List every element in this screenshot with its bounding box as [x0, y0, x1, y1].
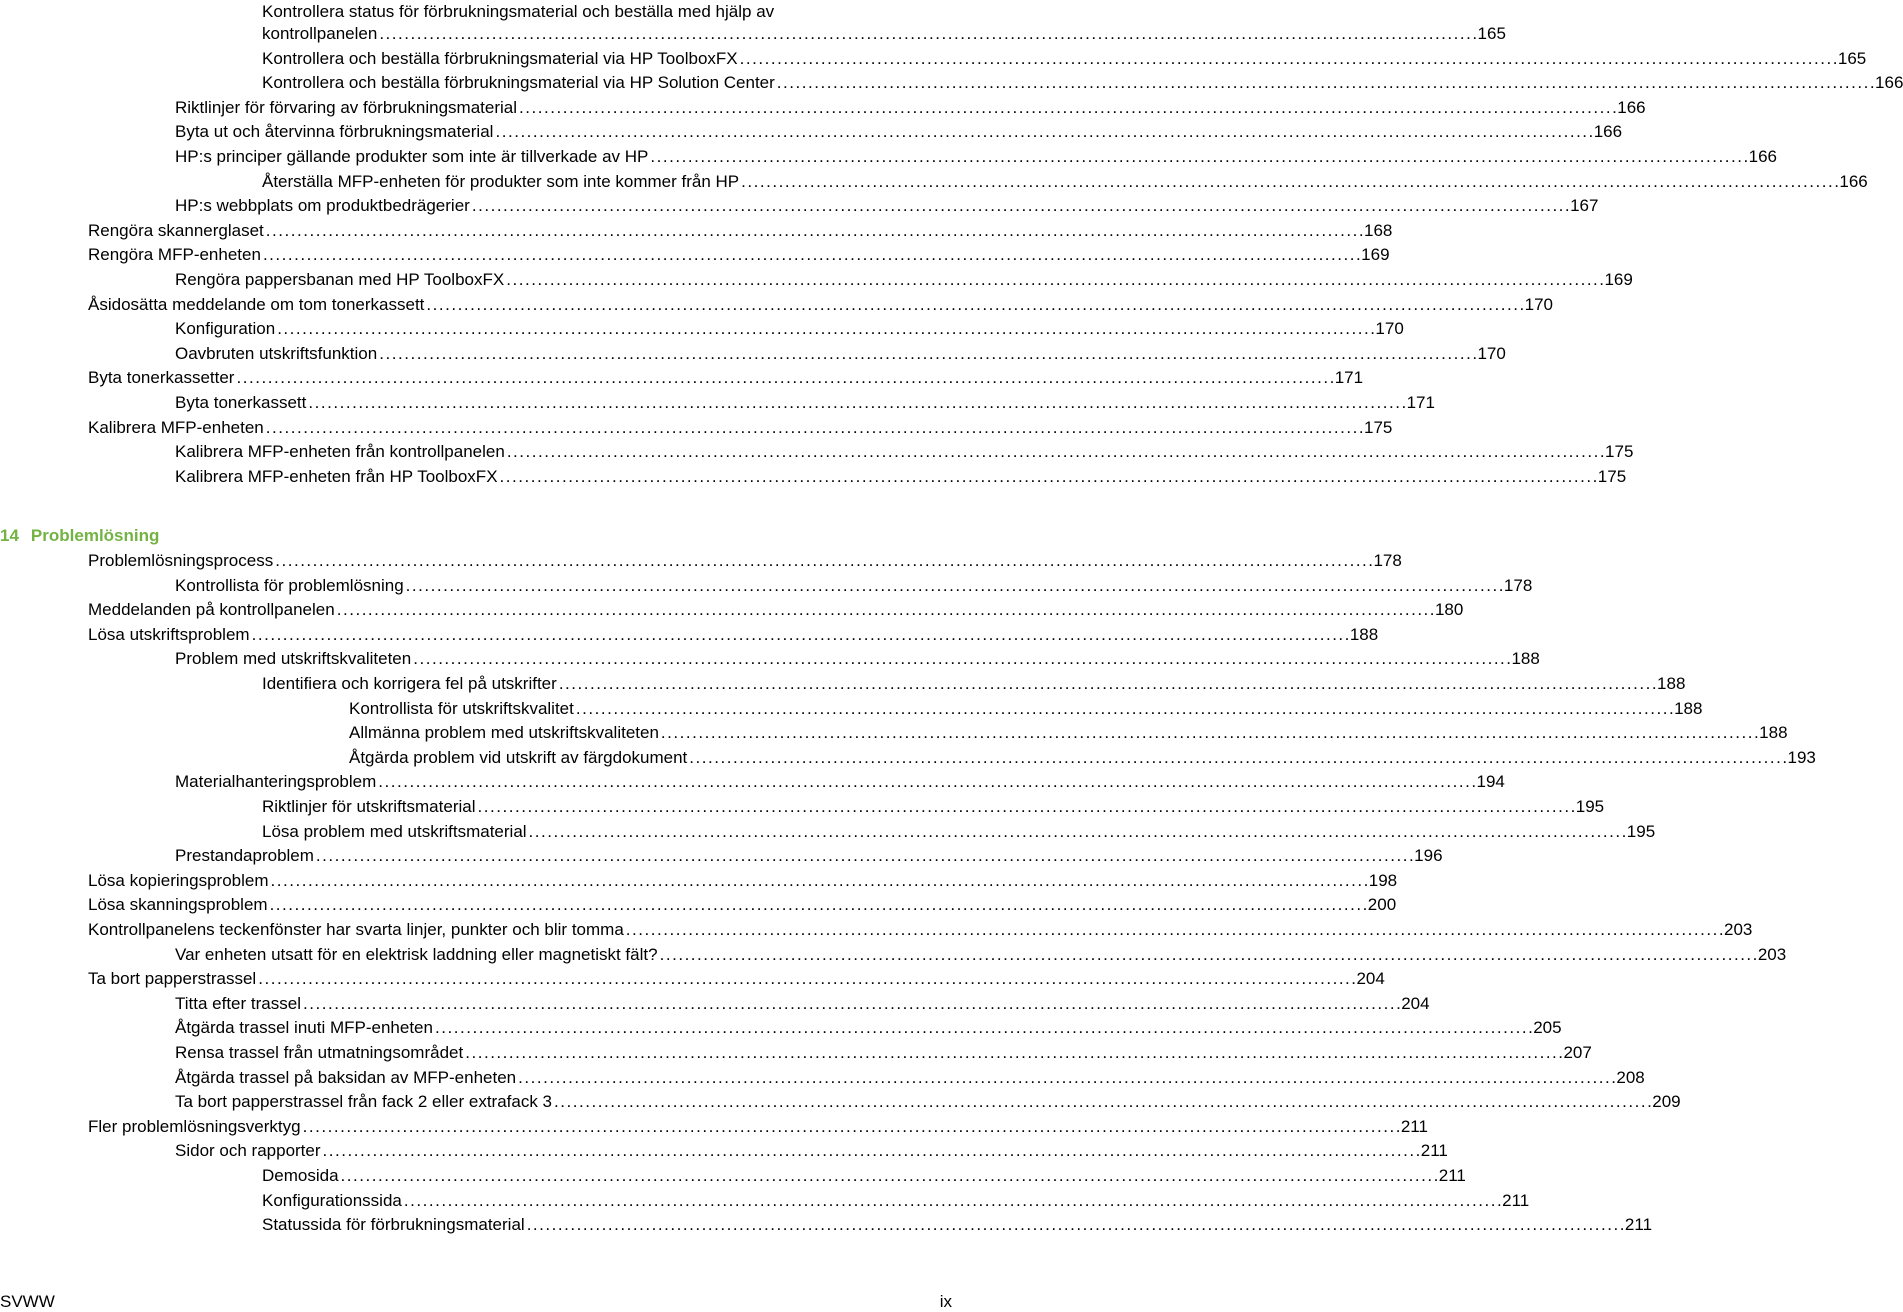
toc-entry[interactable] [88, 366, 1364, 390]
toc-entry[interactable] [175, 943, 1787, 967]
dot-leader [472, 194, 1568, 218]
toc-entry-title: Rengöra pappersbanan med HP ToolboxFX [175, 270, 505, 289]
toc-entry-title: Sidor och rapporter [175, 1141, 321, 1161]
footer-page-number: ix [939, 1292, 952, 1311]
toc-entry-page: 194 [1476, 772, 1505, 792]
toc-entry-title: Var enheten utsatt för en elektrisk laddning eller magnetiskt fält? [175, 944, 658, 964]
toc-entry-title: Åtgärda trassel inuti MFP-enheten [175, 1018, 433, 1038]
toc-entry-title: Åtgärda trassel på baksidan av MFP-enheten [175, 1067, 517, 1087]
dot-leader [527, 1213, 1623, 1237]
toc-entry[interactable] [88, 967, 1385, 991]
toc-entry[interactable] [88, 219, 1393, 243]
toc-entry-page: 170 [1477, 343, 1506, 363]
toc-entry-page: 188 [1511, 649, 1540, 669]
toc-entry[interactable] [88, 893, 1397, 917]
toc-entry-page: 193 [1787, 747, 1816, 767]
toc-entry-page: 171 [1406, 393, 1435, 412]
toc-entry[interactable] [175, 342, 1506, 366]
toc-entry-title: Ta bort papperstrassel [88, 969, 257, 989]
dot-leader [559, 672, 1655, 696]
toc-entry[interactable] [175, 1041, 1592, 1065]
dot-leader [661, 721, 1757, 745]
toc-entry-title: Byta tonerkassetter [88, 368, 235, 388]
toc-entry[interactable] [88, 1115, 1428, 1139]
toc-entry[interactable] [175, 770, 1505, 794]
toc-entry[interactable] [175, 465, 1627, 489]
dot-leader [518, 1066, 1614, 1090]
toc-entry-title: Identifiera och korrigera fel på utskrifter [262, 674, 557, 693]
toc-entry-title: Ta bort papperstrassel från fack 2 eller extrafack 3 [175, 1092, 553, 1112]
toc-entry-title: Kalibrera MFP-enheten från kontrollpanelen [175, 442, 505, 462]
toc-entry[interactable] [175, 268, 1633, 292]
toc-entry[interactable] [262, 170, 1868, 194]
toc-entry-page: 170 [1524, 294, 1554, 314]
toc-entry-page: 200 [1367, 895, 1397, 915]
toc-entry-page: 188 [1674, 698, 1703, 718]
toc-entry[interactable] [175, 194, 1599, 218]
dot-leader [740, 47, 1836, 71]
toc-entry[interactable] [175, 440, 1634, 464]
toc-entry-title: Byta ut och återvinna förbrukningsmaterial [175, 122, 494, 142]
dot-leader [266, 416, 1362, 440]
toc-entry-title: Kalibrera MFP-enheten från HP ToolboxFX [175, 466, 498, 486]
toc-entry[interactable] [175, 317, 1404, 341]
toc-entry-page: 171 [1334, 368, 1364, 388]
toc-entry-page: 180 [1434, 600, 1464, 620]
toc-entry[interactable] [88, 598, 1464, 622]
toc-entry-title: Riktlinjer för utskriftsmaterial [262, 797, 476, 816]
toc-entry-page: 204 [1356, 969, 1385, 989]
toc-entry[interactable] [262, 1164, 1466, 1188]
toc-entry-title: kontrollpanelen [262, 24, 378, 43]
toc-entry[interactable] [175, 145, 1777, 169]
dot-leader [341, 1164, 1437, 1188]
dot-leader [378, 770, 1474, 794]
toc-entry[interactable] [88, 549, 1402, 573]
toc-entry-page: 211 [1400, 1116, 1428, 1136]
toc-entry-page: 204 [1401, 993, 1430, 1013]
toc-entry-page: 169 [1604, 270, 1633, 289]
dot-leader [303, 1115, 1399, 1139]
toc-entry[interactable] [262, 22, 1506, 46]
toc-entry-title: Demosida [262, 1166, 339, 1185]
toc-entry-page: 203 [1724, 920, 1753, 939]
dot-leader [529, 820, 1625, 844]
toc-entry-title: Åsidosätta meddelande om tom tonerkassett [88, 294, 425, 314]
toc-entry-page: 175 [1597, 466, 1627, 486]
toc-entry-title: Fler problemlösningsverktyg [88, 1116, 301, 1136]
toc-entry-page: 203 [1757, 944, 1787, 964]
toc-entry-title: HP:s principer gällande produkter som inte är tillverkade av HP [175, 147, 649, 166]
dot-leader [263, 243, 1359, 267]
toc-entry-page: 188 [1349, 624, 1379, 644]
dot-leader [270, 893, 1366, 917]
toc-entry-title: Statussida för förbrukningsmaterial [262, 1215, 525, 1235]
dot-leader [576, 697, 1672, 721]
dot-leader [413, 647, 1509, 671]
toc-entry-page: 175 [1605, 442, 1634, 462]
toc-entry-title: Oavbruten utskriftsfunktion [175, 343, 378, 363]
toc-entry[interactable] [88, 623, 1379, 647]
dot-leader [252, 623, 1348, 647]
toc-entry-page: 168 [1364, 220, 1393, 240]
toc-entry-page: 211 [1438, 1166, 1466, 1185]
dot-leader [554, 1090, 1650, 1114]
toc-entry-title: Riktlinjer för förvaring av förbrukningsmaterial [175, 97, 518, 117]
toc-entry-title: Konfigurationssida [262, 1190, 402, 1210]
toc-entry-page: 166 [1617, 97, 1646, 117]
toc-entry-title: Rensa trassel från utmatningsområdet [175, 1043, 464, 1062]
toc-entry-page: 196 [1414, 846, 1443, 866]
toc-entry[interactable] [88, 293, 1554, 317]
toc-entry-title: Åtgärda problem vid utskrift av färgdokument [349, 747, 688, 767]
toc-entry[interactable] [175, 391, 1435, 415]
toc-entry-first-line: Kontrollera status för förbrukningsmaterial och beställa med hjälp av [262, 2, 775, 21]
toc-entry-page: 165 [1477, 24, 1506, 43]
toc-entry[interactable] [175, 1016, 1562, 1040]
toc-entry-page: 175 [1364, 417, 1393, 437]
toc-entry-page: 166 [1839, 171, 1868, 191]
toc-entry-page: 188 [1759, 723, 1788, 743]
dot-leader [495, 120, 1591, 144]
toc-entry-page: 178 [1503, 575, 1533, 595]
toc-entry-title: Kontrollista för utskriftskvalitet [349, 698, 574, 718]
toc-entry[interactable] [349, 746, 1816, 770]
toc-entry-title: Kalibrera MFP-enheten [88, 417, 264, 437]
dot-leader [741, 170, 1837, 194]
toc-entry-title: Lösa problem med utskriftsmaterial [262, 821, 527, 841]
toc-entry-title: Materialhanteringsproblem [175, 772, 377, 792]
toc-entry-title: Allmänna problem med utskriftskvaliteten [349, 723, 659, 743]
toc-entry-page: 208 [1616, 1067, 1645, 1087]
toc-entry-page: 166 [1748, 147, 1777, 166]
dot-leader [500, 465, 1596, 489]
dot-leader [519, 96, 1615, 120]
dot-leader [506, 268, 1602, 292]
dot-leader [337, 598, 1433, 622]
toc-entry-title: Rengöra MFP-enheten [88, 245, 261, 265]
toc-entry-page: 207 [1563, 1043, 1592, 1062]
toc-entry-page: 205 [1533, 1018, 1562, 1038]
dot-leader [379, 22, 1475, 46]
toc-entry-page: 195 [1575, 797, 1605, 816]
dot-leader [236, 366, 1332, 390]
toc-entry[interactable] [175, 844, 1443, 868]
toc-entry[interactable] [262, 1189, 1530, 1213]
toc-entry[interactable] [175, 96, 1646, 120]
dot-leader [404, 1189, 1500, 1213]
toc-entry-title: Titta efter trassel [175, 993, 301, 1013]
toc-entry[interactable] [262, 795, 1605, 819]
toc-entry[interactable] [175, 647, 1540, 671]
chapter-heading[interactable] [0, 524, 159, 548]
chapter-title: Problemlösning [30, 526, 160, 545]
dot-leader [435, 1016, 1531, 1040]
toc-entry[interactable] [175, 1139, 1448, 1163]
dot-leader [406, 574, 1502, 598]
toc-entry-page: 170 [1375, 319, 1404, 339]
toc-entry-page: 211 [1420, 1141, 1448, 1161]
footer-left-label: SVWW [0, 1292, 55, 1311]
toc-entry[interactable] [175, 1090, 1681, 1114]
toc-entry-title: Kontrollista för problemlösning [175, 575, 404, 595]
toc-entry-page: 188 [1657, 674, 1686, 693]
toc-entry[interactable] [88, 918, 1753, 942]
toc-entry[interactable] [349, 721, 1788, 745]
toc-entry-page: 166 [1593, 122, 1623, 142]
dot-leader [507, 440, 1603, 464]
toc-entry-title: Lösa utskriftsproblem [88, 624, 250, 644]
toc-entry[interactable] [88, 416, 1393, 440]
toc-entry[interactable] [262, 71, 1903, 95]
dot-leader [777, 71, 1873, 95]
dot-leader [266, 219, 1362, 243]
dot-leader [271, 869, 1367, 893]
dot-leader [426, 293, 1522, 317]
toc-entry[interactable] [175, 574, 1533, 598]
dot-leader [650, 145, 1746, 169]
toc-entry-title: Problemlösningsprocess [88, 551, 274, 570]
dot-leader [275, 549, 1371, 573]
dot-leader [316, 844, 1412, 868]
dot-leader [478, 795, 1574, 819]
toc-entry-title: Rengöra skannerglaset [88, 220, 264, 240]
toc-entry-page: 166 [1875, 73, 1903, 93]
toc-entry-title: Konfiguration [175, 319, 276, 339]
toc-entry[interactable] [175, 992, 1430, 1016]
toc-entry[interactable] [175, 120, 1623, 144]
toc-entry[interactable] [88, 869, 1398, 893]
dot-leader [308, 391, 1404, 415]
dot-leader [626, 918, 1722, 942]
toc-entry-title: Prestandaproblem [175, 846, 314, 866]
dot-leader [379, 342, 1475, 366]
toc-entry-page: 198 [1368, 870, 1398, 890]
toc-entry[interactable] [262, 47, 1867, 71]
dot-leader [277, 317, 1373, 341]
dot-leader [303, 992, 1399, 1016]
dot-leader [465, 1041, 1561, 1065]
toc-entry[interactable] [262, 672, 1686, 696]
toc-entry-title: Problem med utskriftskvaliteten [175, 649, 412, 669]
toc-entry-title: Byta tonerkassett [175, 393, 307, 412]
toc-entry-page: 178 [1373, 551, 1402, 570]
toc-entry-title: Återställa MFP-enheten för produkter som inte kommer från HP [262, 171, 740, 191]
dot-leader [689, 746, 1785, 770]
toc-entry[interactable] [262, 820, 1656, 844]
dot-leader [323, 1139, 1419, 1163]
toc-entry-page: 209 [1652, 1092, 1681, 1112]
toc-entry-page: 195 [1626, 821, 1656, 841]
dot-leader [258, 967, 1354, 991]
toc-entry-page: 167 [1570, 196, 1599, 216]
toc-entry-title: Lösa skanningsproblem [88, 895, 268, 915]
toc-entry-title: Kontrollera och beställa förbrukningsmaterial via HP ToolboxFX [262, 48, 738, 68]
toc-entry-page: 211 [1624, 1215, 1653, 1235]
toc-entry-title: Kontrollpanelens teckenfönster har svarta linjer, punkter och blir tomma [88, 920, 624, 939]
toc-entry-title: HP:s webbplats om produktbedrägerier [175, 196, 470, 216]
toc-entry[interactable] [88, 243, 1390, 267]
toc-entry-title: Kontrollera och beställa förbrukningsmaterial via HP Solution Center [262, 73, 775, 93]
toc-entry[interactable] [262, 1213, 1653, 1237]
dot-leader [660, 943, 1756, 967]
chapter-number: 14 [0, 526, 19, 545]
toc-entry-page: 169 [1361, 245, 1390, 265]
toc-entry-page: 211 [1502, 1190, 1530, 1210]
toc-entry[interactable] [175, 1066, 1645, 1090]
toc-entry[interactable] [349, 697, 1703, 721]
toc-entry-page: 165 [1837, 48, 1867, 68]
toc-entry-title: Meddelanden på kontrollpanelen [88, 600, 335, 620]
toc-entry-title: Lösa kopieringsproblem [88, 870, 269, 890]
